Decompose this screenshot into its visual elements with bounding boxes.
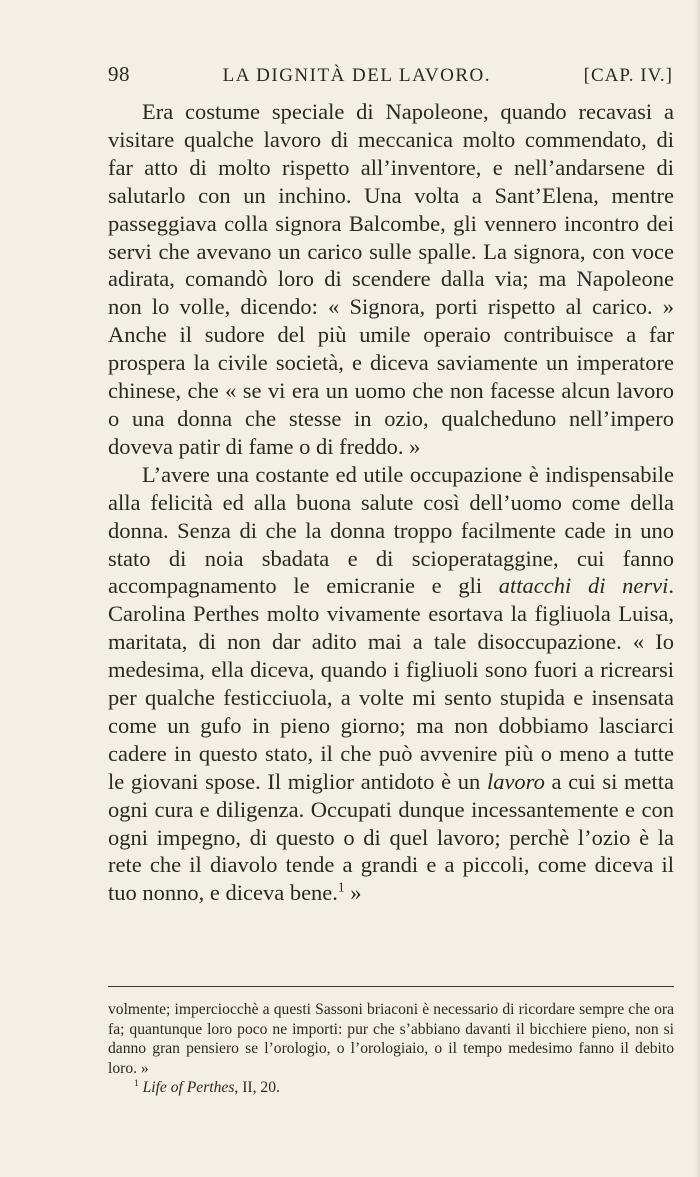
running-title: LA DIGNITÀ DEL LAVORO. bbox=[222, 65, 491, 86]
page-number: 98 bbox=[108, 62, 130, 86]
paragraph-occupation-end: » bbox=[344, 880, 362, 906]
footnotes bbox=[108, 1000, 674, 1098]
paragraph-occupation-part-3: a cui si metta ogni cura e diligenza. Occupati dunque incessantemente e con ogni impegno, di questo o di quel lavoro; perchè l’ozio è la rete che il diavolo tende a grandi e a piccoli, come diceva il tuo nonno, e diceva bene. bbox=[108, 768, 674, 906]
chapter-label: [CAP. IV.] bbox=[583, 65, 673, 86]
footnote-reference-1: 1 bbox=[337, 879, 345, 895]
footnote-rule bbox=[108, 986, 674, 987]
footnote-1-title: Life of Perthes bbox=[142, 1079, 235, 1096]
paragraph-occupation-part-2: . Carolina Perthes molto vivamente esortava la figliuola Luisa, maritata, di non dar adito mai a tale disoccupazione. « Io medesima, ella diceva, quando i figliuoli sono fuori a ricrearsi per qualche festicciuola, a volte mi sento stupida e insensata come un gufo in pieno giorno; ma non dobbiamo lasciarci cadere in questo stato, il che può avvenire più o meno a tutte le giovani spose. Il miglior antidoto è un bbox=[108, 573, 674, 794]
footnote-1 bbox=[108, 1078, 674, 1098]
paragraph-occupation bbox=[108, 461, 674, 908]
italic-attacchi-di-nervi: attacchi di nervi bbox=[498, 573, 669, 599]
running-head bbox=[108, 62, 673, 87]
body-text bbox=[108, 98, 674, 907]
page-edge-shadow bbox=[694, 0, 700, 1177]
italic-lavoro: lavoro bbox=[486, 768, 545, 794]
footnote-continued: volmente; imperciocchè a questi Sassoni briaconi è necessario di ricordare sempre che ora fa; quantunque loro poco ne importi: pur che s’abbiano davanti il bicchiere pieno, non si danno gran pensiero se l’orologio, o l’orologiaio, o il tempo medesimo fanno il debito loro. » bbox=[108, 1001, 674, 1077]
paragraph-napoleon: Era costume speciale di Napoleone, quando recavasi a visitare qualche lavoro di meccanica molto commendato, di far atto di molto rispetto all’inventore, e nell’andarsene di salutarlo con un inchino. Una volta a Sant’Elena, mentre passeggiava colla signora Balcombe, gli vennero incontro dei servi che avevano un carico sulle spalle. La signora, con voce adirata, comandò loro di scendere dalla via; ma Napoleone non lo volle, dicendo: « Signora, porti rispetto al carico. » Anche il sudore del più umile operaio contribuisce a far prospera la civile società, e diceva saviamente un imperatore chinese, che « se vi era un uomo che non facesse alcun lavoro o una donna che stesse in ozio, qualcheduno nell’impero doveva patir di fame o di freddo. » bbox=[108, 99, 674, 459]
paragraph-occupation-part-1: L’avere una costante ed utile occupazione è indispensabile alla felicità ed alla buona salute così dell’uomo come della donna. Senza di che la donna troppo facilmente cade in uno stato di noia sbadata e di scioperataggine, cui fanno accompagnamento le emicranie e gli bbox=[108, 461, 674, 599]
footnote-1-ref: , II, 20. bbox=[234, 1079, 280, 1096]
footnote-1-marker: 1 bbox=[134, 1078, 139, 1089]
